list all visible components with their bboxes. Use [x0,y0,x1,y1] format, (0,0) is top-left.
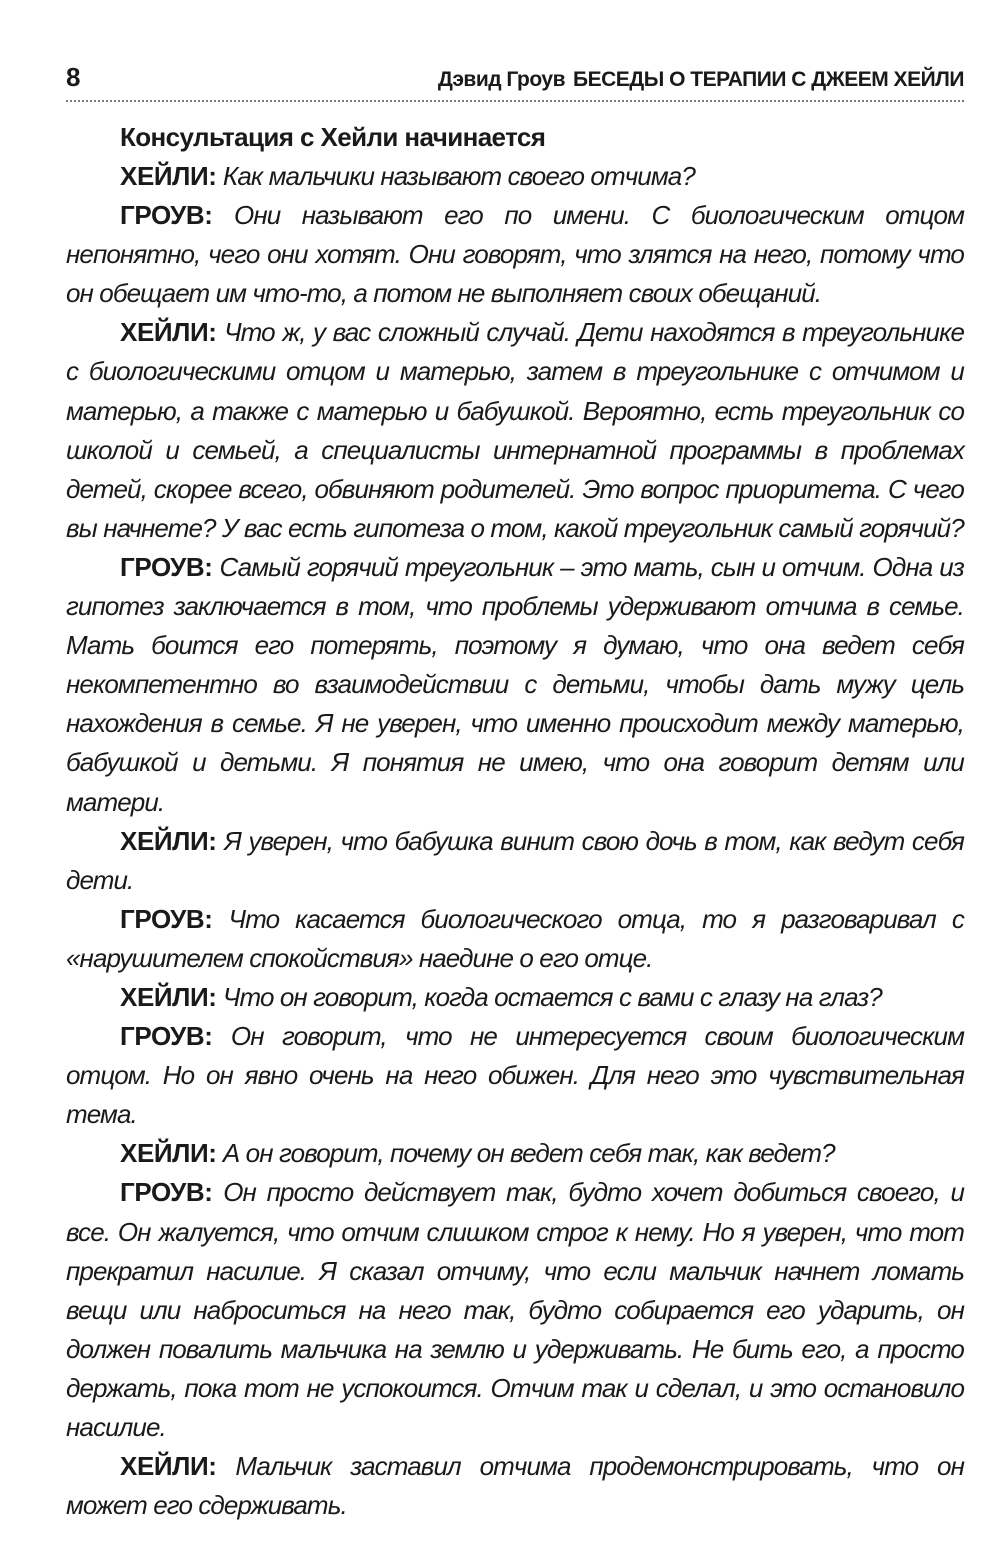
speech-text: Самый горячий треугольник – это мать, сын и отчим. Одна из гипотез заключается в том, что проблемы удерживают отчима в семье. Мать боится его потерять, поэтому я думаю, что она ведет себя некомпетентно во взаимодействии с детьми, чтобы дать мужу цель нахождения в семье. Я не уверен, что именно происходит между матерью, бабушкой и детьми. Я понятия не имею, что она говорит детям или матери. [66,551,964,817]
dialogue-turn [66,900,964,978]
speaker-label: ХЕЙЛИ: [120,317,217,348]
dialogue-turn [66,822,964,900]
header-title [438,68,964,92]
speech-text: Что ж, у вас сложный случай. Дети находятся в треугольнике с биологическими отцом и матерью, затем в треугольнике с отчимом и матерью, а также с матерью и бабушкой. Вероятно, есть треугольник со школой и семьей, а специалисты интернатной программы в проблемах детей, скорее всего, обвиняют родителей. Это вопрос приоритета. С чего вы начнете? У вас есть гипотеза о том, какой треугольник самый горячий? [66,317,965,543]
speaker-label: ГРОУВ: [120,1177,213,1208]
speaker-label: ХЕЙЛИ: [120,1451,217,1482]
dialogue-turn [66,157,964,196]
speaker-label: ГРОУВ: [120,903,213,934]
dialogue-turn [66,196,964,313]
speech-text: Мальчик заставил отчима продемонстрировать, что он может его сдерживать. [66,1451,964,1521]
dialogue-turn [66,1447,964,1525]
dialogue-turn [66,313,964,548]
dialogue-turn [66,978,964,1017]
dialogue [66,157,964,1525]
speech-text: Они называют его по имени. С биологическим отцом непонятно, чего они хотят. Они говорят, что злятся на него, потому что он обещает им что-то, а потом не выполняет своих обещаний. [66,200,964,309]
speaker-label: ХЕЙЛИ: [120,161,217,191]
dialogue-turn [66,548,964,822]
header-author: Дэвид Гроув [437,68,565,91]
speaker-label: ХЕЙЛИ: [120,981,217,1012]
speaker-label: ГРОУВ: [120,200,213,231]
speech-text: Он просто действует так, будто хочет добиться своего, и все. Он жалуется, что отчим слишком строг к нему. Но я уверен, что тот прекратил насилие. Я сказал отчиму, что если мальчик начнет ломать вещи или наброситься на него так, будто собирается его ударить, он должен повалить мальчика на землю и удерживать. Не бить его, а просто держать, пока тот не успокоится. Отчим так и сделал, и это остановило насилие. [66,1177,964,1442]
speech-text: Что касается биологического отца, то я разговаривал с «нарушителем спокойствия» наедине о его отце. [66,903,964,973]
section-heading: Консультация с Хейли начинается [120,122,546,152]
speech-text: А он говорит, почему он ведет себя так, как ведет? [222,1138,835,1169]
speech-text: Как мальчики называют своего отчима? [222,161,695,191]
speaker-label: ГРОУВ: [120,1021,213,1052]
speech-text: Что он говорит, когда остается с вами с глазу на глаз? [222,981,882,1012]
book-page [66,62,964,1525]
speaker-label: ХЕЙЛИ: [120,1138,217,1169]
speech-text: Я уверен, что бабушка винит свою дочь в том, как ведут себя дети. [66,825,964,895]
header-book-title: БЕСЕДЫ О ТЕРАПИИ С ДЖЕЕМ ХЕЙЛИ [572,68,964,91]
page-number: 8 [66,62,81,92]
dialogue-turn [66,1173,964,1447]
speaker-label: ХЕЙЛИ: [120,825,217,856]
running-head [66,62,964,102]
speaker-label: ГРОУВ: [120,551,213,582]
dialogue-turn [66,1017,964,1134]
speech-text: Он говорит, что не интересуется своим биологическим отцом. Но он явно очень на него обижен. Для него это чувствительная тема. [66,1021,965,1130]
dialogue-turn [66,1134,964,1173]
